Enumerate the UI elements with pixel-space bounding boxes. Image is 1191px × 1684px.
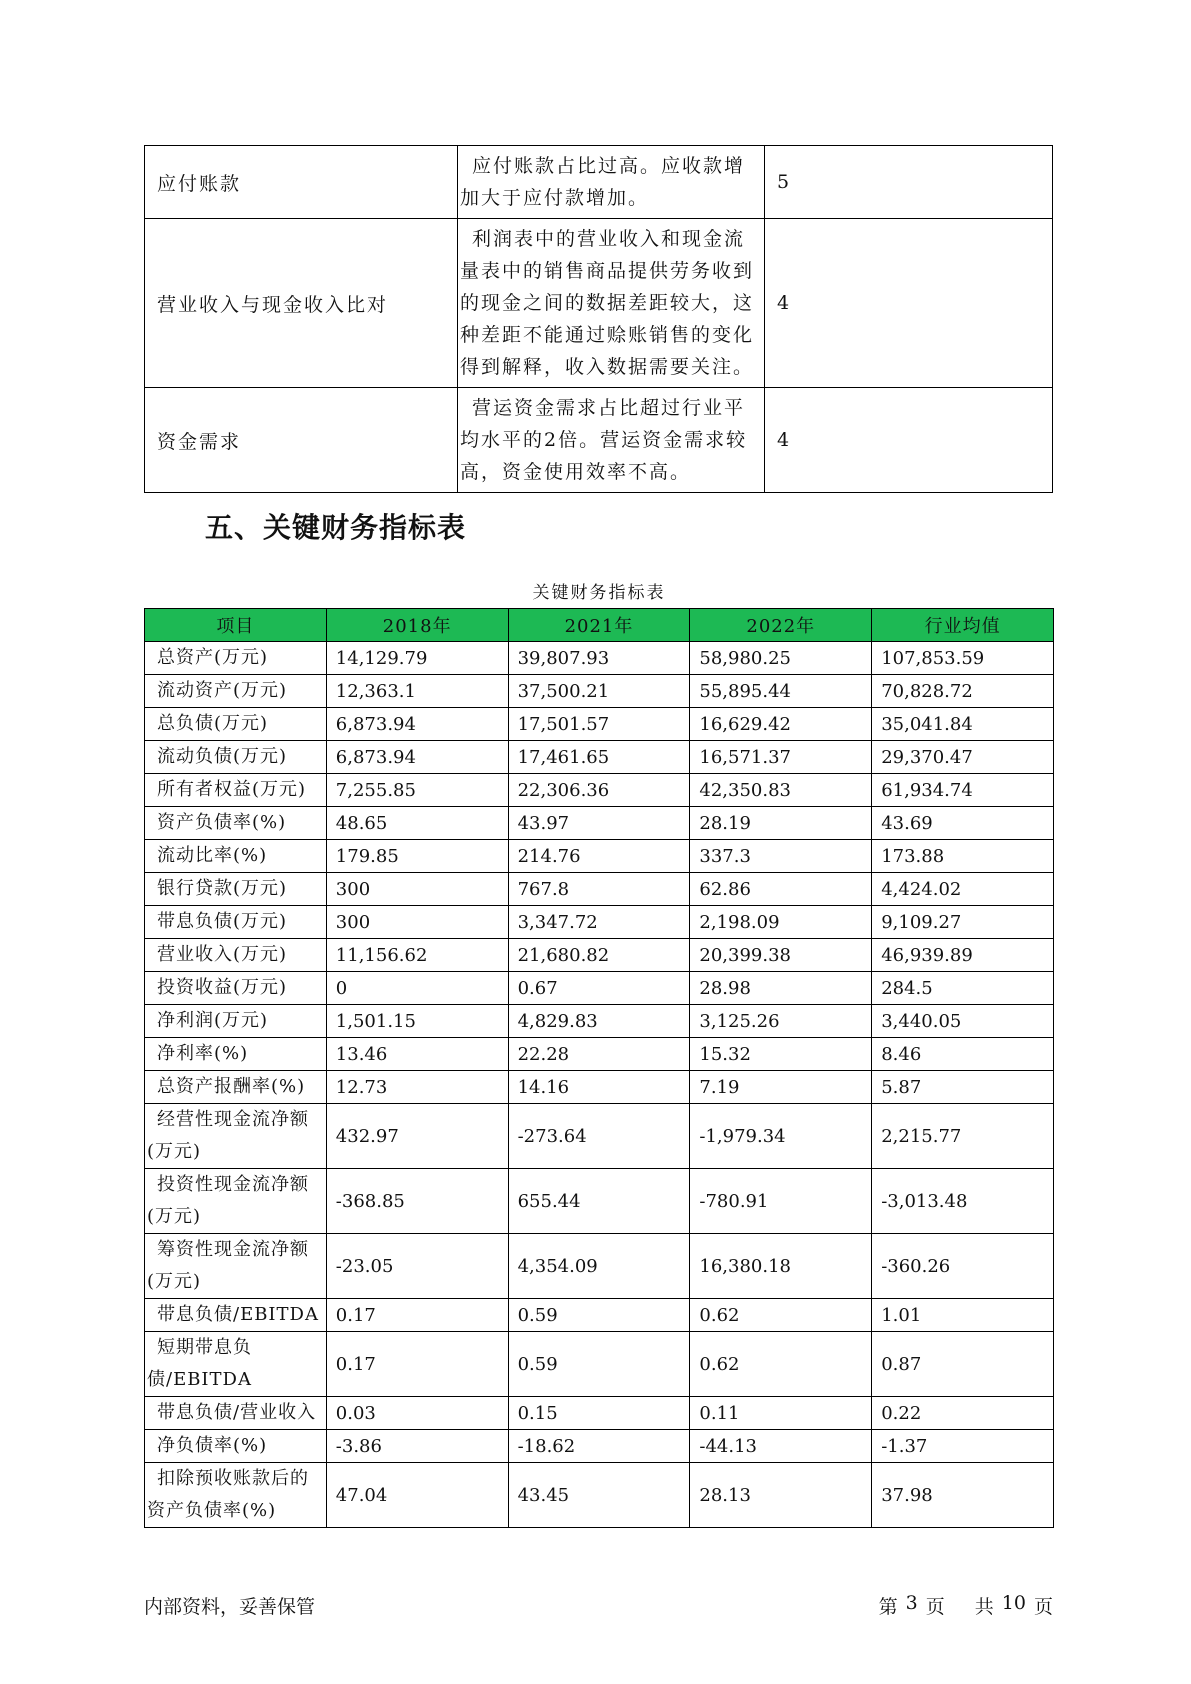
indicator-value: -3.86 [326,1430,508,1463]
indicator-value: 0.67 [508,972,690,1005]
indicator-value: 12,363.1 [326,675,508,708]
indicator-value: 0 [326,972,508,1005]
total-prefix: 共 [974,1596,994,1618]
table-row [145,807,1054,840]
indicator-value: 11,156.62 [326,939,508,972]
indicator-label-text: 净负债率(%) [157,1435,268,1456]
risk-description-text: 利润表中的营业收入和现金流量表中的销售商品提供劳务收到的现金之间的数据差距较大，这种差距不能通过赊账销售的变化得到解释，收入数据需要关注。 [460,228,755,378]
indicator-label [145,1104,327,1169]
indicator-value: 35,041.84 [872,708,1054,741]
indicator-value: 39,807.93 [508,642,690,675]
indicator-label [145,1430,327,1463]
table-row [145,642,1054,675]
indicator-value: 7,255.85 [326,774,508,807]
table-row [145,774,1054,807]
risk-item-score: 5 [765,146,1053,219]
indicator-value: 0.17 [326,1299,508,1332]
indicator-label-text: 扣除预收账款后的资产负债率(%) [147,1468,309,1521]
indicator-value: 2,215.77 [872,1104,1054,1169]
indicator-value: 6,873.94 [326,708,508,741]
indicator-label-text: 流动比率(%) [157,845,268,866]
risk-item-name: 应付账款 [145,146,458,219]
indicator-value: 4,829.83 [508,1005,690,1038]
indicator-value: 9,109.27 [872,906,1054,939]
indicator-label-text: 流动资产(万元) [157,680,288,701]
indicator-label-text: 投资性现金流净额(万元) [147,1174,309,1227]
indicator-label-text: 银行贷款(万元) [157,878,288,899]
indicator-value: 16,571.37 [690,741,872,774]
risk-row [145,219,1053,388]
indicator-value: -780.91 [690,1169,872,1234]
indicator-label-text: 经营性现金流净额(万元) [147,1109,309,1162]
indicator-label [145,708,327,741]
indicator-label [145,1299,327,1332]
risk-description-text: 营运资金需求占比超过行业平均水平的2倍。营运资金需求较高，资金使用效率不高。 [460,397,748,483]
indicator-value: 5.87 [872,1071,1054,1104]
indicator-value: 28.98 [690,972,872,1005]
indicator-value: -23.05 [326,1234,508,1299]
indicator-label [145,972,327,1005]
indicator-value: 37,500.21 [508,675,690,708]
table-row [145,741,1054,774]
indicator-value: 42,350.83 [690,774,872,807]
indicator-value: 432.97 [326,1104,508,1169]
table-row [145,1038,1054,1071]
table-row [145,1332,1054,1397]
indicator-label [145,642,327,675]
indicator-value: 17,461.65 [508,741,690,774]
table-row [145,708,1054,741]
indicator-value: 22.28 [508,1038,690,1071]
footer-spacer [953,1592,967,1619]
risk-row [145,146,1053,219]
page-prefix: 第 [878,1596,898,1618]
indicator-value: 173.88 [872,840,1054,873]
header-item: 项目 [145,609,327,642]
key-financial-indicators-table [144,608,1054,1528]
indicator-label [145,774,327,807]
indicator-value: 6,873.94 [326,741,508,774]
table-row [145,675,1054,708]
risk-item-description [458,146,765,219]
indicator-value: 29,370.47 [872,741,1054,774]
indicator-value: 4,354.09 [508,1234,690,1299]
indicator-value: -3,013.48 [872,1169,1054,1234]
indicator-value: 12.73 [326,1071,508,1104]
indicator-value: 284.5 [872,972,1054,1005]
risk-item-score: 4 [765,388,1053,493]
indicator-label [145,807,327,840]
indicator-value: 1,501.15 [326,1005,508,1038]
indicator-label-text: 带息负债(万元) [157,911,288,932]
table-row [145,939,1054,972]
risk-item-description [458,388,765,493]
indicator-value: 13.46 [326,1038,508,1071]
indicator-value: 7.19 [690,1071,872,1104]
indicator-value: 0.03 [326,1397,508,1430]
indicator-value: -273.64 [508,1104,690,1169]
indicator-value: 3,440.05 [872,1005,1054,1038]
indicator-value: 4,424.02 [872,873,1054,906]
indicator-label-text: 流动负债(万元) [157,746,288,767]
indicator-value: 767.8 [508,873,690,906]
indicator-value: 16,380.18 [690,1234,872,1299]
risk-item-description [458,219,765,388]
indicator-value: 21,680.82 [508,939,690,972]
indicator-label-text: 投资收益(万元) [157,977,288,998]
indicator-value: -18.62 [508,1430,690,1463]
indicator-value: 28.19 [690,807,872,840]
indicator-value: 17,501.57 [508,708,690,741]
indicator-label-text: 短期带息负债/EBITDA [147,1337,252,1390]
section-heading: 五、关键财务指标表 [205,511,467,544]
table-row [145,1169,1054,1234]
risk-row [145,388,1053,493]
indicator-value: 0.22 [872,1397,1054,1430]
indicator-label-text: 资产负债率(%) [157,812,287,833]
table-row [145,1299,1054,1332]
indicator-value: 20,399.38 [690,939,872,972]
footer-confidential-note: 内部资料，妥善保管 [144,1596,316,1618]
indicator-value: 8.46 [872,1038,1054,1071]
indicator-value: 300 [326,906,508,939]
indicator-label [145,1332,327,1397]
table-row [145,1104,1054,1169]
indicator-label [145,1463,327,1528]
indicator-value: 43.69 [872,807,1054,840]
indicator-label-text: 带息负债/EBITDA [157,1304,319,1325]
risk-item-score: 4 [765,219,1053,388]
indicator-label [145,906,327,939]
table-row [145,840,1054,873]
risk-items-table [144,145,1053,493]
indicator-value: 14.16 [508,1071,690,1104]
indicator-value: 655.44 [508,1169,690,1234]
indicator-value: 0.62 [690,1332,872,1397]
page-suffix: 页 [925,1596,945,1618]
header-2018: 2018年 [326,609,508,642]
indicator-value: 70,828.72 [872,675,1054,708]
indicator-label [145,1071,327,1104]
indicator-label-text: 总负债(万元) [157,713,269,734]
indicator-value: 0.15 [508,1397,690,1430]
indicator-label-text: 带息负债/营业收入 [157,1402,317,1423]
indicator-value: 0.59 [508,1332,690,1397]
table-row [145,873,1054,906]
table-row [145,1234,1054,1299]
indicator-label [145,1038,327,1071]
indicator-label [145,939,327,972]
risk-item-name: 营业收入与现金收入比对 [145,219,458,388]
indicator-value: -1,979.34 [690,1104,872,1169]
indicator-label-text: 净利率(%) [157,1043,249,1064]
indicator-value: -360.26 [872,1234,1054,1299]
indicator-value: 0.87 [872,1332,1054,1397]
indicator-value: 1.01 [872,1299,1054,1332]
indicator-value: -44.13 [690,1430,872,1463]
indicator-label [145,873,327,906]
indicator-value: 179.85 [326,840,508,873]
risk-description-text: 应付账款占比过高。应收款增加大于应付款增加。 [460,155,746,209]
indicator-value: 3,347.72 [508,906,690,939]
indicator-value: 43.45 [508,1463,690,1528]
indicator-value: -368.85 [326,1169,508,1234]
table-row [145,1430,1054,1463]
indicator-value: 48.65 [326,807,508,840]
indicator-value: 15.32 [690,1038,872,1071]
indicator-value: 107,853.59 [872,642,1054,675]
indicator-value: 37.98 [872,1463,1054,1528]
indicator-label [145,1005,327,1038]
indicator-value: 62.86 [690,873,872,906]
table-row [145,1071,1054,1104]
indicator-label-text: 营业收入(万元) [157,944,288,965]
indicator-value: 46,939.89 [872,939,1054,972]
indicator-value: 0.59 [508,1299,690,1332]
indicator-label [145,840,327,873]
risk-item-name: 资金需求 [145,388,458,493]
indicator-value: 61,934.74 [872,774,1054,807]
indicator-value: 47.04 [326,1463,508,1528]
indicator-value: 43.97 [508,807,690,840]
header-2021: 2021年 [508,609,690,642]
indicator-value: 0.62 [690,1299,872,1332]
table-row [145,906,1054,939]
indicator-value: 16,629.42 [690,708,872,741]
indicator-value: 22,306.36 [508,774,690,807]
indicator-label [145,1169,327,1234]
table-caption: 关键财务指标表 [532,583,666,603]
total-pages: 10 [1001,1592,1026,1614]
page-number [879,1592,1053,1619]
indicator-label [145,1397,327,1430]
indicator-value: -1.37 [872,1430,1054,1463]
indicator-label-text: 总资产报酬率(%) [157,1076,306,1097]
header-industry-average: 行业均值 [872,609,1054,642]
indicator-value: 3,125.26 [690,1005,872,1038]
indicator-value: 337.3 [690,840,872,873]
indicator-label-text: 筹资性现金流净额(万元) [147,1239,309,1292]
indicator-value: 58,980.25 [690,642,872,675]
current-page: 3 [905,1592,918,1614]
indicator-value: 300 [326,873,508,906]
table-row [145,1005,1054,1038]
indicator-value: 14,129.79 [326,642,508,675]
indicator-value: 214.76 [508,840,690,873]
table-row [145,972,1054,1005]
indicator-label-text: 所有者权益(万元) [157,779,307,800]
indicator-value: 0.11 [690,1397,872,1430]
indicator-label-text: 净利润(万元) [157,1010,269,1031]
total-suffix: 页 [1033,1596,1053,1618]
table-row [145,1463,1054,1528]
indicator-label [145,1234,327,1299]
indicator-value: 28.13 [690,1463,872,1528]
indicator-label [145,741,327,774]
indicator-label [145,675,327,708]
indicator-value: 55,895.44 [690,675,872,708]
table-header-row [145,609,1054,642]
indicator-value: 0.17 [326,1332,508,1397]
indicator-label-text: 总资产(万元) [157,647,269,668]
indicator-value: 2,198.09 [690,906,872,939]
table-row [145,1397,1054,1430]
header-2022: 2022年 [690,609,872,642]
